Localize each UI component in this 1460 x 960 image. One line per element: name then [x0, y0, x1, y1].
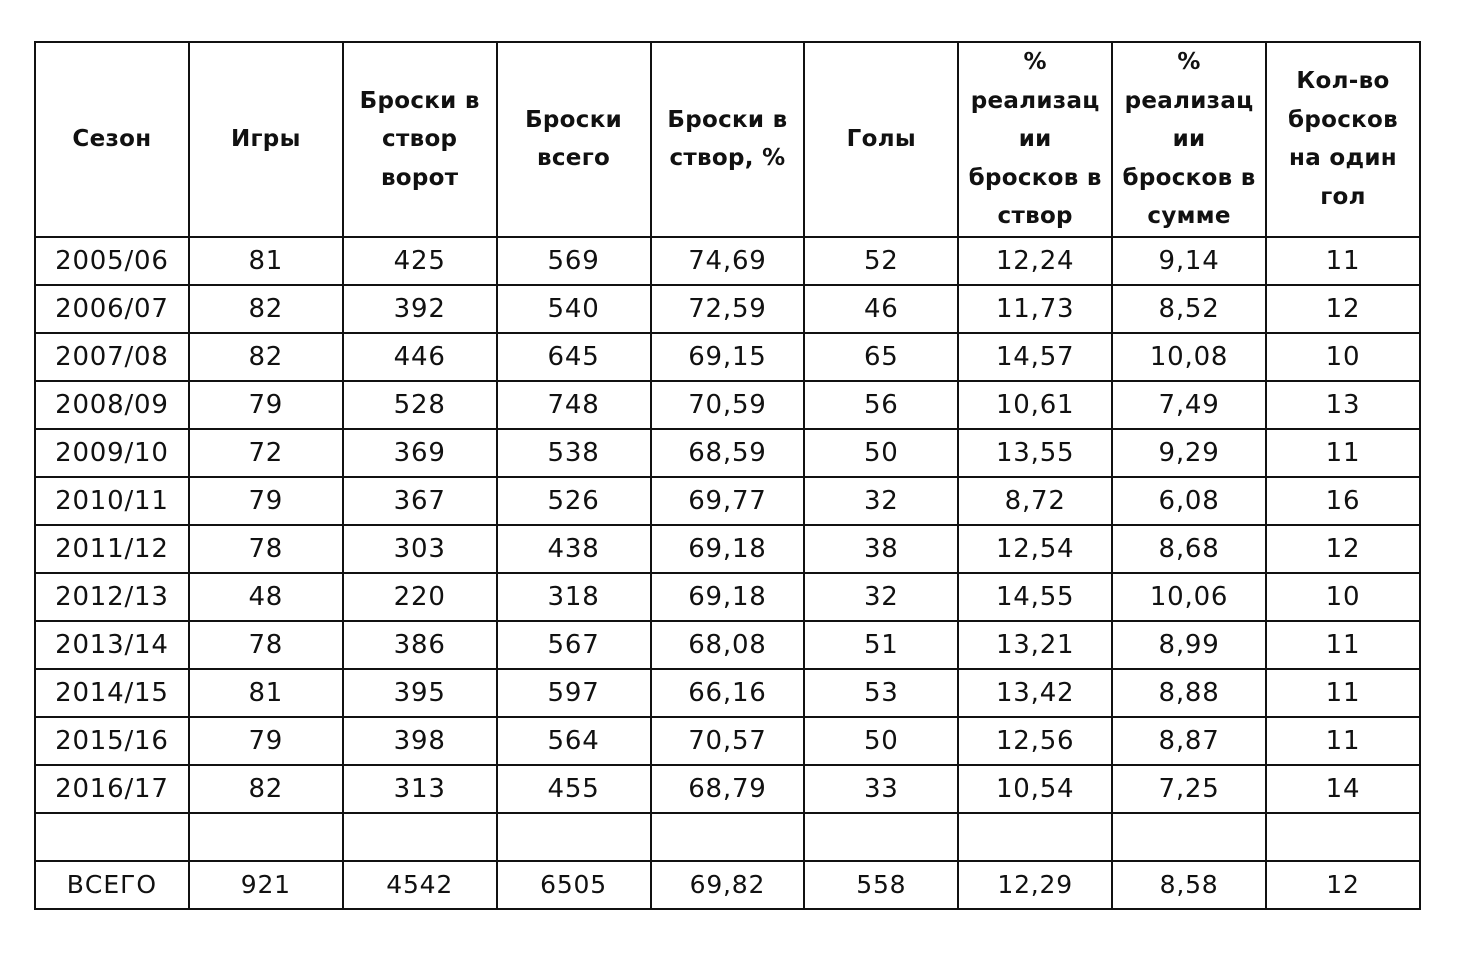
cell-goals: 56 [804, 381, 958, 429]
cell-shots-total: 540 [497, 285, 651, 333]
cell-shots-on-goal-pct: 69,15 [651, 333, 805, 381]
cell-goals: 33 [804, 765, 958, 813]
cell-shots-per-goal: 11 [1266, 621, 1420, 669]
cell-goals: 51 [804, 621, 958, 669]
cell-conversion-on-goal: 13,42 [958, 669, 1112, 717]
total-row [35, 861, 1420, 909]
table-row [35, 669, 1420, 717]
cell-conversion-on-goal: 14,55 [958, 573, 1112, 621]
cell-conversion-total: 8,68 [1112, 525, 1266, 573]
cell-shots-per-goal: 14 [1266, 765, 1420, 813]
season-stats-table [34, 41, 1421, 910]
cell-shots-on-goal [343, 813, 497, 861]
cell-shots-on-goal: 528 [343, 381, 497, 429]
cell-shots-total: 597 [497, 669, 651, 717]
cell-shots-on-goal: 386 [343, 621, 497, 669]
cell-conversion-on-goal [958, 813, 1112, 861]
cell-games: 82 [189, 285, 343, 333]
cell-conversion-on-goal: 13,55 [958, 429, 1112, 477]
table-row [35, 525, 1420, 573]
cell-shots-per-goal: 11 [1266, 669, 1420, 717]
cell-conversion-total: 8,99 [1112, 621, 1266, 669]
table-row [35, 573, 1420, 621]
cell-shots-on-goal-pct: 66,16 [651, 669, 805, 717]
table-row [35, 237, 1420, 285]
cell-shots-per-goal: 12 [1266, 525, 1420, 573]
cell-shots-on-goal-pct [651, 813, 805, 861]
cell-games: 78 [189, 525, 343, 573]
cell-season: 2016/17 [35, 765, 189, 813]
cell-season: ВСЕГО [35, 861, 189, 909]
cell-games: 48 [189, 573, 343, 621]
cell-shots-total: 564 [497, 717, 651, 765]
cell-shots-total: 538 [497, 429, 651, 477]
cell-season: 2013/14 [35, 621, 189, 669]
cell-season: 2011/12 [35, 525, 189, 573]
cell-conversion-total: 9,14 [1112, 237, 1266, 285]
cell-conversion-total: 10,06 [1112, 573, 1266, 621]
table-row [35, 333, 1420, 381]
cell-season [35, 813, 189, 861]
cell-shots-on-goal-pct: 70,57 [651, 717, 805, 765]
cell-shots-on-goal-pct: 69,18 [651, 573, 805, 621]
cell-shots-on-goal-pct: 69,18 [651, 525, 805, 573]
cell-conversion-on-goal: 10,61 [958, 381, 1112, 429]
cell-shots-per-goal: 11 [1266, 429, 1420, 477]
cell-shots-on-goal-pct: 74,69 [651, 237, 805, 285]
cell-conversion-total: 7,49 [1112, 381, 1266, 429]
cell-conversion-on-goal: 11,73 [958, 285, 1112, 333]
cell-goals: 558 [804, 861, 958, 909]
header-games: Игры [189, 42, 343, 237]
cell-shots-on-goal-pct: 68,79 [651, 765, 805, 813]
cell-games [189, 813, 343, 861]
cell-games: 79 [189, 717, 343, 765]
header-conversion-total: % реализац ии бросков в сумме [1112, 42, 1266, 237]
cell-shots-total: 455 [497, 765, 651, 813]
cell-conversion-total: 7,25 [1112, 765, 1266, 813]
table-row [35, 429, 1420, 477]
cell-shots-on-goal: 4542 [343, 861, 497, 909]
header-goals: Голы [804, 42, 958, 237]
table-row [35, 285, 1420, 333]
cell-shots-on-goal-pct: 68,08 [651, 621, 805, 669]
cell-goals: 50 [804, 429, 958, 477]
cell-goals: 53 [804, 669, 958, 717]
blank-row [35, 813, 1420, 861]
cell-conversion-on-goal: 8,72 [958, 477, 1112, 525]
cell-games: 81 [189, 669, 343, 717]
cell-season: 2006/07 [35, 285, 189, 333]
table-row [35, 717, 1420, 765]
cell-shots-on-goal: 395 [343, 669, 497, 717]
cell-shots-total: 748 [497, 381, 651, 429]
cell-shots-per-goal: 11 [1266, 717, 1420, 765]
cell-games: 78 [189, 621, 343, 669]
cell-conversion-total: 8,88 [1112, 669, 1266, 717]
cell-conversion-total: 9,29 [1112, 429, 1266, 477]
cell-shots-total: 569 [497, 237, 651, 285]
cell-shots-total: 645 [497, 333, 651, 381]
cell-shots-total: 567 [497, 621, 651, 669]
cell-season: 2007/08 [35, 333, 189, 381]
cell-shots-per-goal: 11 [1266, 237, 1420, 285]
cell-games: 82 [189, 333, 343, 381]
table-row [35, 381, 1420, 429]
cell-conversion-on-goal: 12,56 [958, 717, 1112, 765]
cell-conversion-on-goal: 12,54 [958, 525, 1112, 573]
cell-conversion-total [1112, 813, 1266, 861]
cell-games: 82 [189, 765, 343, 813]
cell-conversion-on-goal: 12,29 [958, 861, 1112, 909]
cell-goals [804, 813, 958, 861]
cell-shots-on-goal: 398 [343, 717, 497, 765]
cell-conversion-total: 8,58 [1112, 861, 1266, 909]
cell-goals: 52 [804, 237, 958, 285]
cell-shots-total: 526 [497, 477, 651, 525]
cell-shots-on-goal: 446 [343, 333, 497, 381]
cell-shots-on-goal: 367 [343, 477, 497, 525]
cell-conversion-on-goal: 10,54 [958, 765, 1112, 813]
cell-shots-on-goal: 425 [343, 237, 497, 285]
cell-conversion-on-goal: 12,24 [958, 237, 1112, 285]
cell-shots-on-goal: 303 [343, 525, 497, 573]
cell-shots-total: 6505 [497, 861, 651, 909]
cell-season: 2009/10 [35, 429, 189, 477]
table-row [35, 477, 1420, 525]
header-season: Сезон [35, 42, 189, 237]
header-shots-total: Броски всего [497, 42, 651, 237]
cell-games: 79 [189, 381, 343, 429]
cell-shots-on-goal-pct: 69,77 [651, 477, 805, 525]
cell-games: 79 [189, 477, 343, 525]
table-row [35, 765, 1420, 813]
cell-shots-per-goal: 12 [1266, 285, 1420, 333]
header-shots-on-goal: Броски в створ ворот [343, 42, 497, 237]
cell-shots-total: 318 [497, 573, 651, 621]
header-shots-per-goal: Кол-во бросков на один гол [1266, 42, 1420, 237]
cell-games: 81 [189, 237, 343, 285]
cell-goals: 46 [804, 285, 958, 333]
cell-conversion-total: 10,08 [1112, 333, 1266, 381]
header-row [35, 42, 1420, 237]
cell-shots-on-goal: 313 [343, 765, 497, 813]
cell-goals: 65 [804, 333, 958, 381]
cell-shots-on-goal: 392 [343, 285, 497, 333]
cell-shots-on-goal: 220 [343, 573, 497, 621]
cell-shots-per-goal: 10 [1266, 573, 1420, 621]
cell-conversion-total: 8,52 [1112, 285, 1266, 333]
cell-conversion-total: 8,87 [1112, 717, 1266, 765]
cell-games: 72 [189, 429, 343, 477]
header-shots-on-goal-pct: Броски в створ, % [651, 42, 805, 237]
cell-shots-per-goal: 16 [1266, 477, 1420, 525]
cell-goals: 32 [804, 477, 958, 525]
cell-conversion-total: 6,08 [1112, 477, 1266, 525]
cell-goals: 50 [804, 717, 958, 765]
cell-shots-on-goal-pct: 68,59 [651, 429, 805, 477]
cell-goals: 32 [804, 573, 958, 621]
cell-shots-on-goal: 369 [343, 429, 497, 477]
cell-shots-per-goal: 13 [1266, 381, 1420, 429]
table-row [35, 621, 1420, 669]
cell-season: 2014/15 [35, 669, 189, 717]
cell-shots-per-goal [1266, 813, 1420, 861]
header-conversion-on-goal: % реализац ии бросков в створ [958, 42, 1112, 237]
cell-shots-total: 438 [497, 525, 651, 573]
cell-season: 2012/13 [35, 573, 189, 621]
cell-shots-per-goal: 10 [1266, 333, 1420, 381]
cell-conversion-on-goal: 14,57 [958, 333, 1112, 381]
cell-games: 921 [189, 861, 343, 909]
cell-season: 2010/11 [35, 477, 189, 525]
cell-season: 2015/16 [35, 717, 189, 765]
cell-shots-total [497, 813, 651, 861]
cell-shots-on-goal-pct: 70,59 [651, 381, 805, 429]
cell-shots-on-goal-pct: 72,59 [651, 285, 805, 333]
cell-goals: 38 [804, 525, 958, 573]
cell-season: 2005/06 [35, 237, 189, 285]
cell-conversion-on-goal: 13,21 [958, 621, 1112, 669]
cell-shots-on-goal-pct: 69,82 [651, 861, 805, 909]
cell-shots-per-goal: 12 [1266, 861, 1420, 909]
cell-season: 2008/09 [35, 381, 189, 429]
